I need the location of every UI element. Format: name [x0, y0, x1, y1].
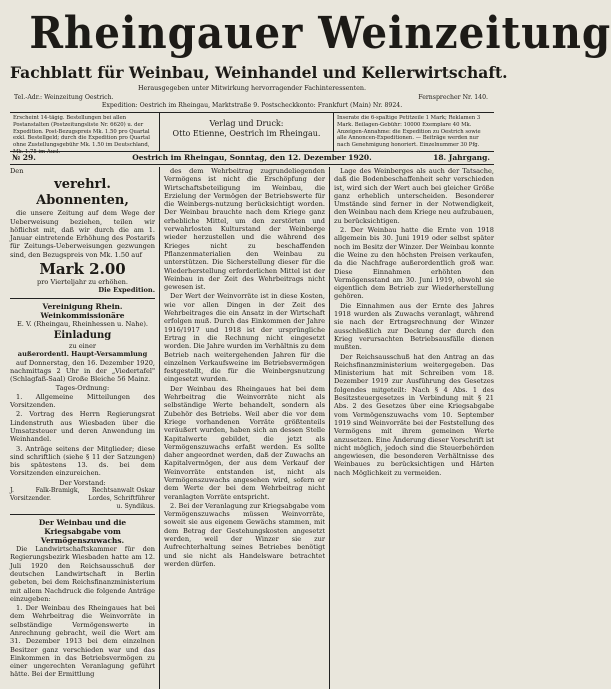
notice-price: Mark 2.00 [39, 260, 126, 279]
invitation-heading: Einladung [53, 329, 112, 341]
masthead-title: Rheingauer Weinzeitung [29, 8, 611, 59]
advertising-box: Inserate die 6-spaltige Petitzeile 1 Mark; Reklamen 3 Mark. Beilagen-Gebühr: 10000 Exemplare 40 Mk. Anzeigen-Annahme: die Expedition zu Oestrich sowie alle Annoncen-Expeditionen. — Beiträge werden nur nach Genehmigung honoriert. Einzelnummer 30 Pfg. [337, 115, 481, 149]
telegraph-address: Tel.-Adr.: Weinzeitung Oestrich. [14, 94, 114, 101]
notice-heading: verehrl. Abonnenten, [36, 177, 129, 209]
issue-volume: 18. Jahrgang. [433, 153, 490, 162]
article-paragraph-1: Die Landwirtschaftskammer für den Regierungsbezirk Wiesbaden hatte am 12. Juli 1920 den Reichsausschuß der deutschen Landwirtschaft in Berlin gebeten, bei dem Reichsfinanzministerium mit allem Nachdruck die folgende Anträge einzugeben: [10, 545, 155, 603]
secretary-signature: Rechtsanwalt Oskar Lordes, Schriftführer u. Syndikus. [88, 487, 155, 511]
agenda-item-1: 1. Allgemeine Mitteilungen des Vorsitzenden. [10, 392, 155, 410]
subscription-box: Erscheint 14-tägig. Bestellungen bei allen Postanstalten (Postzeitungsliste Nr. 6620) u. der Expedition. Post-Bezugspreis Mk. 1.50 pro Quartal exkl. Bestellgeld; durch die Expedition pro Quartal ohne Zustellungsgebühr Mk. 1.50 im Deutschland, Mk. 1.75 im Ausl. [10, 113, 160, 151]
board-label: Der Vorstand: [59, 478, 106, 487]
masthead-subtitle: Fachblatt für Weinbau, Weinhandel und Kellerwirtschaft. [10, 63, 508, 82]
article-paragraph-10: Der Reichsausschuß hat den Antrag an das Reichsfinanzministerium weitergegeben. Das Ministerium hat mit Schreiben vom 18. Dezember 1919 zur Ausführung des Gesetzes folgendes mitgeteilt: Nach § 4 Abs. 1 des Besitzsteuergesetzes in Verbindung mit § 21 Abs. 2 des Gesetzes über eine Kriegsabgabe vom Vermögenszuwachs vom 10. September 1919 sind Weinvorräte bei der Feststellung des Vermögens mit ihrem gemeinen Werte anzusetzen. Eine Änderung dieser Vorschrift ist nicht möglich, jedoch sind die Steuerbehörden angewiesen, die besonderen Verhältnisse des Weinbaues zu berücksichtigen und Härten nach Möglichkeit zu vermeiden. [334, 352, 494, 477]
column-1 [10, 167, 160, 689]
editors-line: Herausgegeben unter Mitwirkung hervorragender Fachinteressenten. [137, 84, 367, 92]
agenda-heading: Tages-Ordnung: [55, 384, 110, 393]
issue-date: Oestrich im Rheingau, Sonntag, den 12. Dezember 1920. [132, 153, 372, 162]
issue-row [10, 152, 494, 165]
phone-number: Fernsprecher Nr. 140. [418, 94, 488, 101]
invitation-details: auf Donnerstag, den 16. Dezember 1920, nachmittags 2 Uhr in der „Viedertafel" (Schlagfaß-Saal) Große Bleiche 56 Mainz. [10, 358, 155, 384]
article-paragraph-6: 2. Bei der Veranlagung zur Kriegsabgabe vom Vermögenszuwachs müssen Weinvorräte, soweit sie aus eigenem Gewächs stammen, mit dem Betrag der Gestehungskosten angesetzt werden, weil der Winzer sie zur Aufrechterhaltung seines Betriebes benötigt und sie nicht als Handelsware betrachtet werden dürfen. [164, 501, 325, 568]
invitation-meeting: außerordentl. Haupt-Versammlung [17, 350, 148, 359]
column-2 [160, 167, 330, 689]
article-paragraph-5: Der Weinbau des Rheingaues hat bei dem Wehrbeitrag die Weinvorräte nicht als selbständige Werte behandelt, sondern als Zubehör des Betriebs. Weil aber die vor dem Kriege vorhandenen Vorräte größtenteils veräußert wurden, haben sich an dessen Stelle Kapitalwerte gebildet, die jetzt als Vermögenszuwachs erfaßt werden. Es sollte daher angeordnet werden, daß der Zuwachs an Kapitalvermögen, der aus dem Verkauf der Weinvorräte entstanden ist, nicht als Vermögenszuwachs angesehen wird, sofern er dem Werte der bei dem Wehrbeitrag nicht veranlagten Vorräte entspricht. [164, 384, 325, 501]
header-boxes [10, 112, 494, 155]
notice-signature: Die Expedition. [98, 286, 155, 295]
board-signatures [10, 487, 155, 511]
article-heading: Der Weinbau und die Kriegsabgabe vom Vermögenszuwachs. [38, 518, 127, 546]
agenda-item-3: 3. Anträge seitens der Mitglieder; diese sind schriftlich (siehe § 11 der Satzungen) bis spätestens 13. ds. bei dem Vorsitzenden einzureichen. [10, 444, 155, 478]
info-row [10, 94, 494, 110]
publisher-text: Verlag und Druck: Otto Etienne, Oestrich im Rheingau. [172, 119, 321, 138]
divider [10, 514, 155, 515]
association-sub: E. V. (Rheingau, Rheinhessen u. Nahe). [16, 319, 149, 328]
columns [10, 167, 494, 689]
article-paragraph-8: 2. Der Weinbau hatte die Ernte von 1918 allgemein bis 30. Juni 1919 oder selbst später noch im Besitz der Winzer. Der Weinbau konnte die Weine zu den höchsten Preisen verkaufen, da die Nachfrage außerordentlich groß war. Diese Einnahmen erhöhten den Vermögensstand am 30. Juni 1919, obwohl sie eigentlich dem Betrieb zur Wiederherstellung gehören. [334, 226, 494, 301]
issue-number: № 29. [12, 153, 36, 162]
column-3 [330, 167, 494, 689]
article-paragraph-3: des dem Wehrbeitrag zugrundeliegenden Vermögens ist nicht die Erschöpfung der Wirtschaftsbeteiligung im Weinbau, die Erzielung der Vermögen der Betriebswerte für die Weinbergs-nutzung berücksichtigt worden. Der Weinbau brauchte nach dem Kriege ganz erhebliche Mittel, um den zerstörten und verwahrlosten Kulturstand der Weinberge wieder herzustellen und die während des Krieges nicht zu beschaffenden Pflanzenmaterialien den Weinbau zu unterstützen. Die Sicherstellung dieser für die Wiederherstellung erforderlichen Mittel ist der Weinbau in der Zeit des Wehrbeitrags nicht gewesen ist. [164, 167, 325, 292]
invitation-text: zu einer [68, 341, 97, 350]
article-paragraph-7: Lage des Weinberges als auch der Tatsache, daß die Bodenbeschaffenheit sehr verschieden ist, wird sich der Wert auch bei gleicher Größe ganz erheblich unterscheiden. Besonderer Umstände sind ferner in der Notwendigkeit, den Weinbau nach dem Kriege neu aufzubauen, zu berücksichtigen. [334, 167, 494, 225]
agenda-item-2: 2. Vortrag des Herrn Regierungsrat Lindenstruth aus Wiesbaden über die Umsatzsteuer und deren Anwendung im Weinhandel. [10, 410, 155, 444]
association-heading: Vereinigung Rhein. Weinkommissionäre [40, 301, 125, 320]
divider [10, 298, 155, 299]
article-paragraph-2: 1. Der Weinbau des Rheingaues hat bei dem Wehrbeitrag die Weinvorräte in selbständige Vermögenswerte in Anrechnung gebracht, weil die Wert am 31. Dezember 1913 bei dem einzelnen Besitzer ganz verschieden war und das Einkommen in das Betriebsvermögen zu einer ungerechten Veranlagung geführt hätte. Bei der Ermittlung [10, 604, 155, 679]
notice-to: Den [10, 167, 24, 175]
expedition-line: Expedition: Oestrich im Rheingau, Marktstraße 9. Postscheckkonto: Frankfurt (Main) Nr. 8924. [101, 102, 403, 109]
publisher-box [160, 113, 334, 151]
notice-text-2: pro Vierteljahr zu erhöhen. [37, 278, 128, 287]
notice-text: die unsere Zeitung auf dem Wege der Ueberweisung beziehen, teilen wir höflichst mit, daß wir durch die am 1. Januar eintretende Erhöhung des Postarifs für Zeitungs-Ueberweisungen gezwungen sind, den Bezugspreis von Mk. 1.50 auf [10, 209, 155, 259]
article-paragraph-4: Der Wert der Weinvorräte ist in diese Kosten, wie vor allen Dingen in der Zeit des Wehrbeitrages die ein Ansatz in der Wirtschaft erfolgen muß. Durch das Einkommen der Jahre 1916/1917 und 1918 ist der ursprüngliche Ertrag in die Rechnung nicht eingesetzt worden. Die Jahre wurden im Verhältnis zu dem Betrieb nach weitergehenden Jahren für die einzelnen Verkaufsweine im Betriebsvermögen festgestellt, die für die Weinbergsnutzung eingesetzt wurden. [164, 292, 325, 384]
article-paragraph-9: Die Einnahmen aus der Ernte des Jahres 1918 wurden als Zuwachs veranlagt, während sie nach der Ertragsrechnung der Winzer ausschließlich zur Deckung der durch den Krieg verursachten Betriebsausfälle dienen mußten. [334, 301, 494, 352]
chairman-signature: J. Falk-Bramigk, Vorsitzender. [10, 487, 80, 503]
